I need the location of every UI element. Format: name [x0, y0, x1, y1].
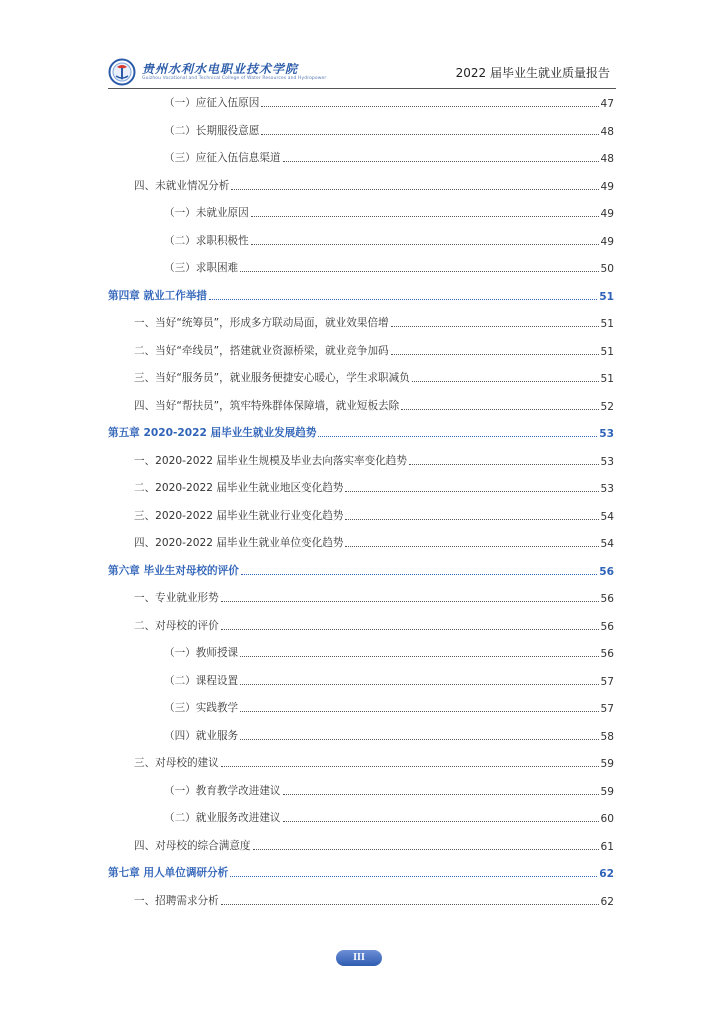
toc-entry-title: 二、2020-2022 届毕业生就业地区变化趋势	[134, 482, 344, 494]
toc-page-number: 48	[600, 153, 614, 165]
toc-entry-title: （三）求职困难	[164, 262, 239, 274]
toc-page-number: 47	[600, 98, 614, 110]
toc-entry-title: 一、专业就业形势	[134, 592, 219, 604]
toc-entry[interactable]	[108, 479, 614, 495]
toc-entry-title: （一）教育教学改进建议	[164, 784, 281, 797]
toc-entry-title: 四、未就业情况分析	[134, 179, 230, 192]
toc-page-number: 49	[600, 208, 614, 220]
toc-entry-title: 第六章 毕业生对母校的评价	[108, 564, 239, 577]
toc-entry[interactable]	[108, 837, 614, 853]
toc-leader-dots	[345, 513, 598, 520]
toc-entry[interactable]	[108, 149, 614, 165]
toc-entry[interactable]	[108, 672, 614, 688]
toc-page-number: 59	[600, 758, 614, 770]
toc-leader-dots	[283, 788, 599, 795]
toc-page-number: 59	[600, 785, 614, 798]
toc-entry[interactable]	[108, 699, 614, 715]
toc-page-number: 56	[600, 648, 614, 660]
toc-entry[interactable]	[108, 259, 614, 275]
toc-entry[interactable]	[108, 452, 614, 468]
toc-entry-title: 一、当好“统筹员”，形成多方联动局面，就业效果倍增	[134, 317, 389, 329]
toc-page-number: 58	[600, 730, 614, 743]
toc-entry[interactable]	[108, 617, 614, 633]
toc-entry-title: 二、对母校的评价	[134, 619, 219, 632]
toc-entry[interactable]	[108, 94, 614, 110]
toc-leader-dots	[412, 375, 599, 382]
toc-page-number: 49	[600, 235, 614, 248]
toc-entry-title: 第七章 用人单位调研分析	[108, 867, 229, 879]
toc-entry[interactable]	[108, 397, 614, 413]
toc-entry[interactable]	[108, 534, 614, 550]
toc-leader-dots	[240, 678, 598, 685]
toc-entry[interactable]	[108, 232, 614, 248]
toc-entry[interactable]	[108, 342, 614, 358]
toc-leader-dots	[240, 705, 598, 712]
toc-entry[interactable]	[108, 754, 614, 770]
toc-entry-title: 一、招聘需求分析	[134, 894, 219, 907]
toc-leader-dots	[261, 100, 598, 107]
toc-page-number: 49	[600, 180, 614, 193]
toc-entry-title: （二）课程设置	[164, 674, 239, 687]
toc-leader-dots	[240, 733, 598, 740]
toc-page-number: 60	[600, 813, 614, 825]
toc-leader-dots	[230, 870, 597, 877]
toc-page-number: 53	[599, 428, 614, 440]
toc-entry-title: （一）应征入伍原因	[164, 97, 260, 109]
toc-page-number: 57	[600, 675, 614, 688]
toc-entry-title: 四、对母校的综合满意度	[134, 839, 251, 852]
toc-page-number: 61	[600, 840, 614, 853]
toc-page-number: 56	[599, 565, 614, 578]
toc-leader-dots	[251, 210, 599, 217]
toc-leader-dots	[240, 650, 598, 657]
toc-chapter-entry[interactable]	[108, 864, 614, 880]
toc-entry-title: （一）教师授课	[164, 647, 239, 659]
toc-entry[interactable]	[108, 727, 614, 743]
toc-leader-dots	[391, 320, 599, 327]
school-name-english: Guizhou Vocational and Technical College of Water Resources and Hydropower	[142, 76, 327, 81]
toc-leader-dots	[221, 898, 599, 905]
toc-page-number: 53	[600, 483, 614, 495]
toc-chapter-entry[interactable]	[108, 287, 614, 303]
toc-entry-title: （三）应征入伍信息渠道	[164, 152, 281, 164]
toc-leader-dots	[251, 238, 599, 245]
toc-leader-dots	[318, 430, 597, 437]
toc-leader-dots	[253, 843, 599, 850]
toc-entry-title: 三、当好“服务员”，就业服务便捷安心暖心，学生求职减负	[134, 372, 410, 384]
toc-page-number: 53	[600, 455, 614, 468]
toc-page-number: 62	[599, 868, 614, 880]
toc-page-number: 54	[600, 510, 614, 523]
toc-entry[interactable]	[108, 809, 614, 825]
toc-entry-title: 三、对母校的建议	[134, 757, 219, 769]
toc-entry[interactable]	[108, 122, 614, 138]
toc-page-number: 57	[600, 703, 614, 715]
toc-entry-title: 第五章 2020-2022 届毕业生就业发展趋势	[108, 427, 317, 439]
toc-page-number: 50	[600, 263, 614, 275]
toc-leader-dots	[241, 568, 597, 575]
toc-leader-dots	[409, 458, 599, 465]
toc-entry[interactable]	[108, 892, 614, 908]
toc-leader-dots	[209, 293, 597, 300]
toc-leader-dots	[401, 403, 598, 410]
toc-entry-title: （二）长期服役意愿	[164, 124, 260, 137]
toc-leader-dots	[221, 595, 599, 602]
toc-leader-dots	[221, 623, 599, 630]
toc-entry[interactable]	[108, 314, 614, 330]
toc-leader-dots	[240, 265, 598, 272]
toc-leader-dots	[221, 760, 599, 767]
toc-page-number: 62	[600, 895, 614, 908]
toc-page-number: 51	[599, 290, 614, 303]
toc-entry[interactable]	[108, 782, 614, 798]
toc-entry-title: 四、当好“帮扶员”，筑牢特殊群体保障墙，就业短板去除	[134, 399, 400, 412]
toc-page-number: 56	[600, 620, 614, 633]
toc-leader-dots	[391, 348, 599, 355]
toc-entry[interactable]	[108, 589, 614, 605]
toc-entry-title: 第四章 就业工作举措	[108, 289, 208, 302]
toc-page-number: 51	[600, 373, 614, 385]
toc-entry-title: 三、2020-2022 届毕业生就业行业变化趋势	[134, 509, 344, 522]
toc-entry[interactable]	[108, 507, 614, 523]
toc-leader-dots	[283, 815, 599, 822]
page-number-badge: III	[336, 950, 382, 966]
toc-entry-title: 四、2020-2022 届毕业生就业单位变化趋势	[134, 537, 344, 549]
toc-leader-dots	[345, 485, 598, 492]
toc-leader-dots	[345, 540, 598, 547]
toc-page-number: 52	[600, 400, 614, 413]
toc-entry-title: （四）就业服务	[164, 729, 239, 742]
toc-entry-title: 一、2020-2022 届毕业生规模及毕业去向落实率变化趋势	[134, 454, 407, 467]
toc-leader-dots	[283, 155, 599, 162]
toc-entry-title: （三）实践教学	[164, 702, 239, 714]
toc-chapter-entry[interactable]	[108, 562, 614, 578]
toc-page-number: 48	[600, 125, 614, 138]
toc-entry-title: （二）求职积极性	[164, 234, 249, 247]
toc-leader-dots	[261, 128, 598, 135]
report-title: 2022 届毕业生就业质量报告	[455, 66, 610, 80]
toc-entry[interactable]	[108, 644, 614, 660]
toc-entry-title: 二、当好“牵线员”，搭建就业资源桥梁，就业竞争加码	[134, 344, 389, 357]
school-name: 贵州水利水电职业技术学院	[142, 62, 299, 76]
toc-entry-title: （二）就业服务改进建议	[164, 812, 281, 824]
toc-entry[interactable]	[108, 204, 614, 220]
toc-leader-dots	[231, 183, 598, 190]
toc-page-number: 51	[600, 345, 614, 358]
toc-entry[interactable]	[108, 177, 614, 193]
toc-page-number: 51	[600, 318, 614, 330]
toc-page-number: 56	[600, 593, 614, 605]
toc-entry[interactable]	[108, 369, 614, 385]
toc-chapter-entry[interactable]	[108, 424, 614, 440]
toc-page-number: 54	[600, 538, 614, 550]
toc-entry-title: （一）未就业原因	[164, 207, 249, 219]
